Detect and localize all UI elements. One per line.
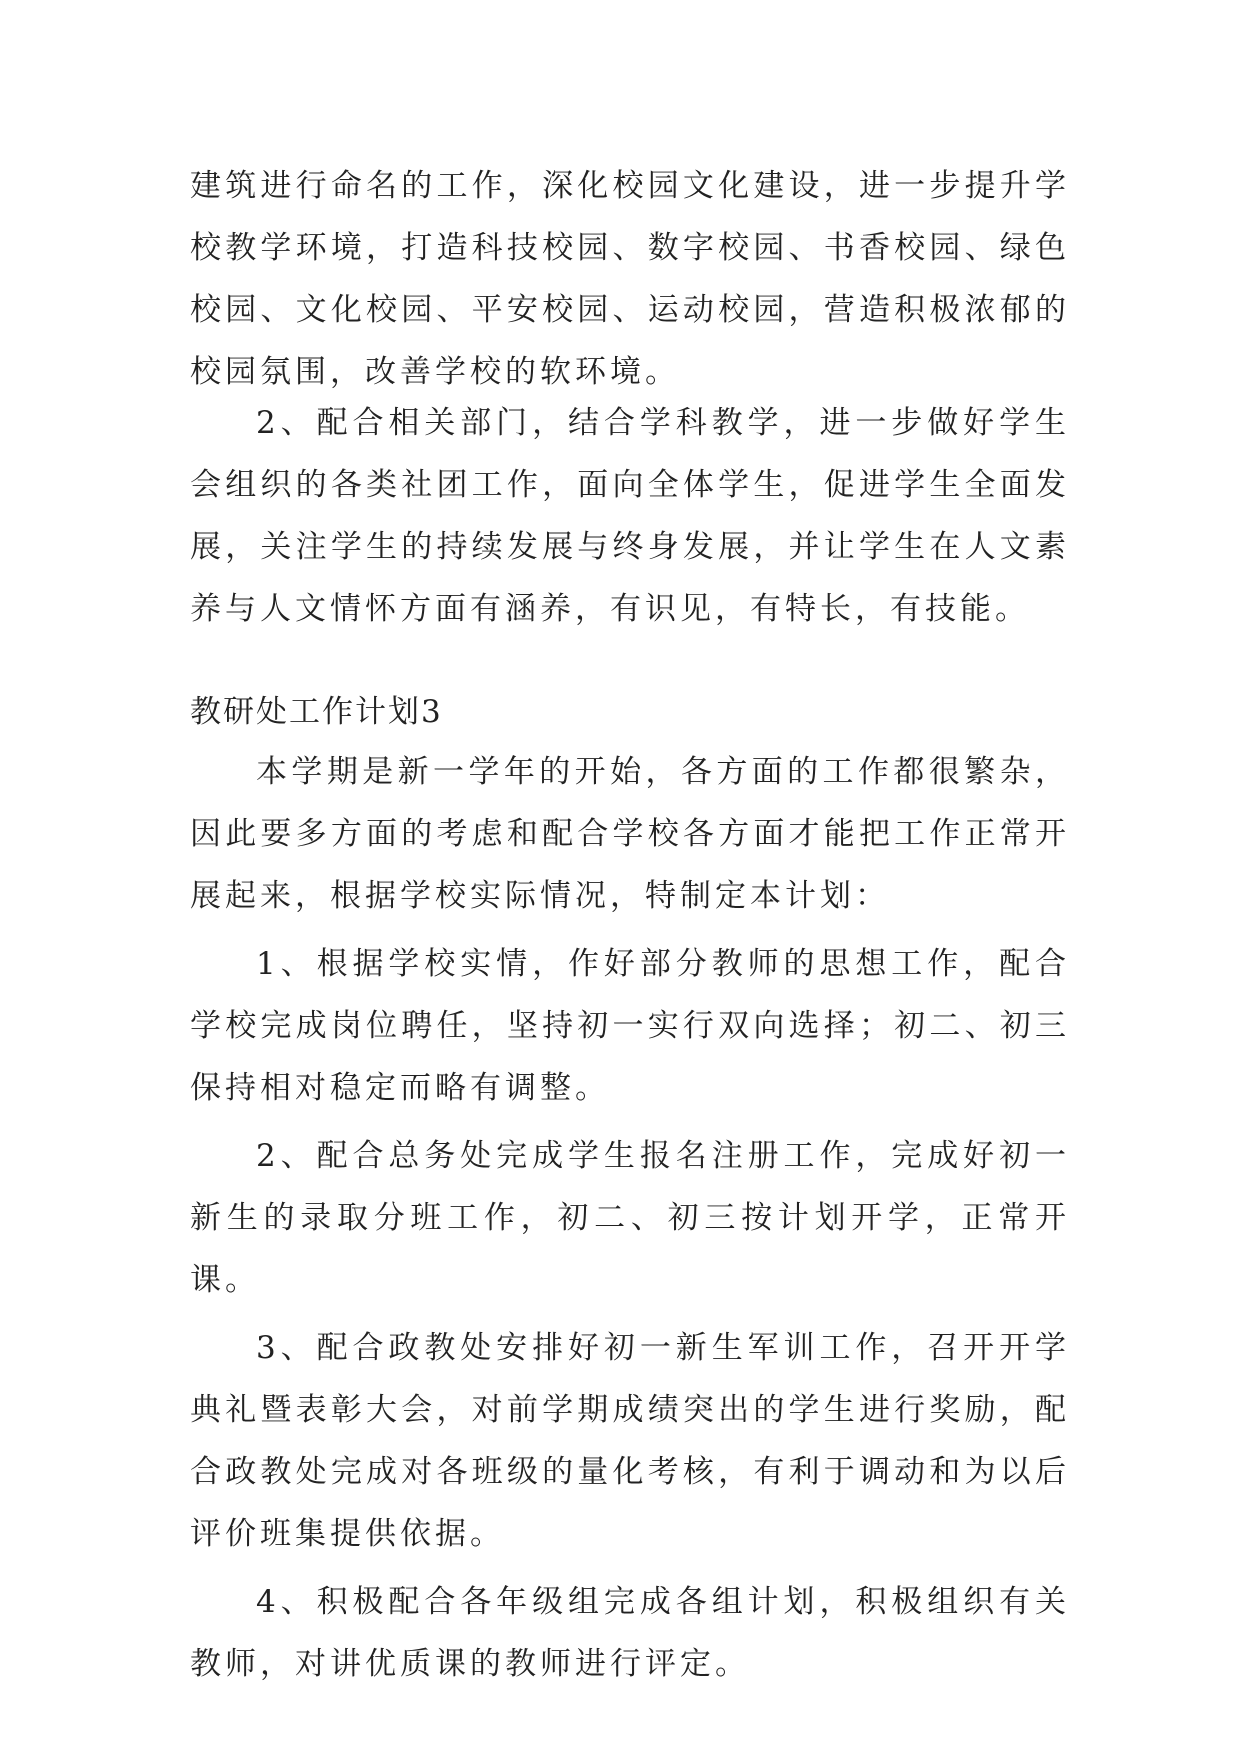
previous-item-block xyxy=(190,392,1070,640)
list-item-4: 4、积极配合各年级组完成各组计划，积极组织有关教师，对讲优质课的教师进行评定。 xyxy=(190,1584,1070,1682)
section-body xyxy=(190,741,1070,1695)
list-item-1: 1、根据学校实情，作好部分教师的思想工作，配合学校完成岗位聘任，坚持初一实行双向选择；初二、初三保持相对稳定而略有调整。 xyxy=(190,946,1070,1106)
previous-item-2: 2、配合相关部门，结合学科教学，进一步做好学生会组织的各类社团工作，面向全体学生，促进学生全面发展，关注学生的持续发展与终身发展，并让学生在人文素养与人文情怀方面有涵养，有识见，有特长，有技能。 xyxy=(190,405,1070,627)
list-item-2: 2、配合总务处完成学生报名注册工作，完成好初一新生的录取分班工作，初二、初三按计划开学，正常开课。 xyxy=(190,1138,1070,1298)
continued-paragraph: 建筑进行命名的工作，深化校园文化建设，进一步提升学校教学环境，打造科技校园、数字校园、书香校园、绿色校园、文化校园、平安校园、运动校园，营造积极浓郁的校园氛围，改善学校的软环境。 xyxy=(190,168,1070,390)
continued-paragraph-block xyxy=(190,155,1070,403)
list-item-3: 3、配合政教处安排好初一新生军训工作，召开开学典礼暨表彰大会，对前学期成绩突出的学生进行奖励，配合政教处完成对各班级的量化考核，有利于调动和为以后评价班集提供依据。 xyxy=(190,1330,1070,1552)
section-intro: 本学期是新一学年的开始，各方面的工作都很繁杂，因此要多方面的考虑和配合学校各方面才能把工作正常开展起来，根据学校实际情况，特制定本计划： xyxy=(190,754,1070,914)
section-title: 教研处工作计划3 xyxy=(190,694,443,730)
section-heading-block xyxy=(190,681,1070,743)
